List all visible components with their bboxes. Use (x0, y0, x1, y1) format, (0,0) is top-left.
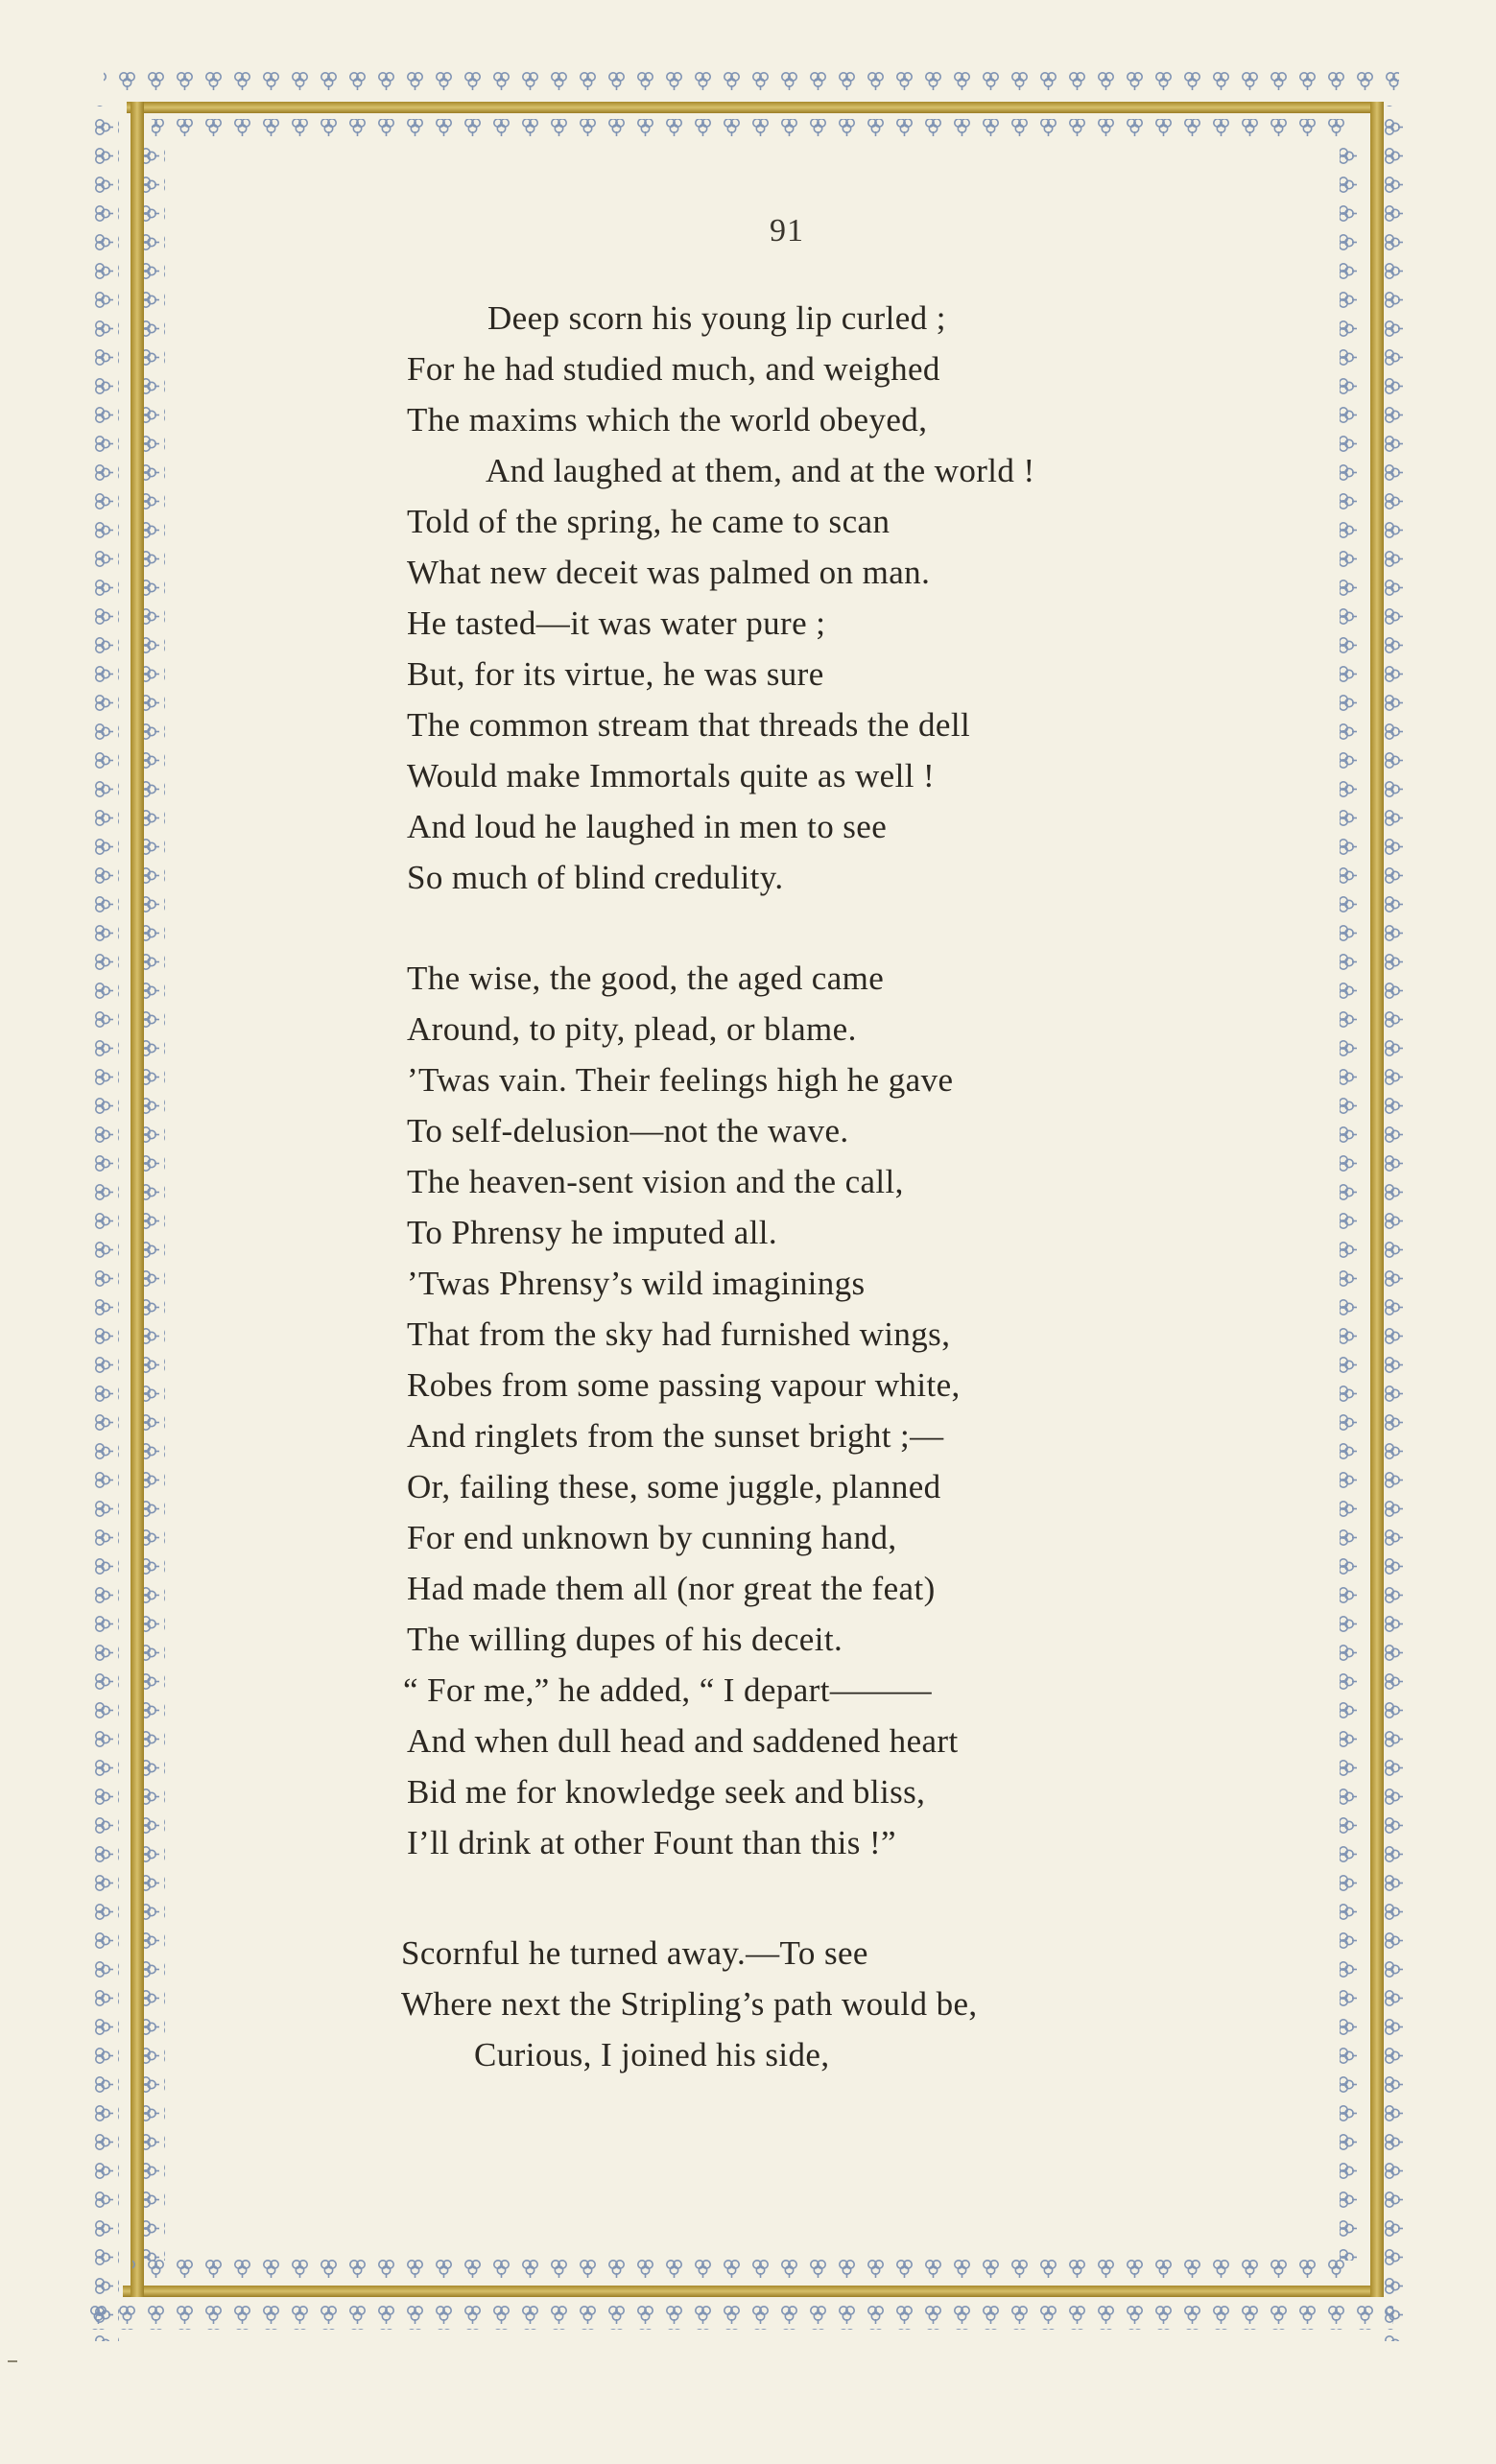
ornament-top-inner (152, 119, 1351, 140)
poem-line: And ringlets from the sunset bright ;— (407, 1417, 944, 1455)
poem-line: The heaven-sent vision and the call, (407, 1163, 904, 1200)
poem-line: ’Twas Phrensy’s wild imaginings (407, 1265, 866, 1302)
poem-line: And when dull head and saddened heart (407, 1722, 959, 1760)
poem-line: The common stream that threads the dell (407, 706, 971, 744)
poem-line: Deep scorn his young lip curled ; (487, 299, 946, 337)
poem-line: Had made them all (nor great the feat) (407, 1570, 936, 1607)
gold-band-left (131, 102, 144, 2297)
poem-line: What new deceit was palmed on man. (407, 554, 931, 591)
poem-line: And loud he laughed in men to see (407, 808, 888, 845)
ornament-left-inner (144, 140, 165, 2261)
poem-line: Where next the Stripling’s path would be, (401, 1985, 978, 2023)
poem-line: Or, failing these, some juggle, planned (407, 1468, 941, 1505)
poem-line: Around, to pity, plead, or blame. (407, 1010, 857, 1048)
poem-line: That from the sky had furnished wings, (407, 1315, 951, 1353)
poem-line: Scornful he turned away.—To see (401, 1934, 868, 1972)
poem-line: ’Twas vain. Their feelings high he gave (407, 1061, 954, 1099)
page-number: 91 (770, 213, 804, 249)
ornament-left-outer (94, 106, 119, 2341)
poem-line: For he had studied much, and weighed (407, 350, 940, 388)
poem-line: I’ll drink at other Fount than this !” (407, 1824, 896, 1861)
gold-band-right (1370, 102, 1384, 2297)
gold-band-bottom (123, 2286, 1382, 2297)
poem-line: Curious, I joined his side, (474, 2036, 830, 2073)
poem-line: Robes from some passing vapour white, (407, 1366, 961, 1404)
ornament-top-outer (104, 69, 1399, 94)
poem-line: To self-delusion—not the wave. (407, 1112, 849, 1149)
poem-line: “ For me,” he added, “ I depart——— (403, 1671, 933, 1709)
poem-line: And laughed at them, and at the world ! (486, 452, 1035, 489)
poem-line: He tasted—it was water pure ; (407, 604, 826, 642)
poem-line: So much of blind credulity. (407, 859, 784, 896)
poem-line: The wise, the good, the aged came (407, 960, 885, 997)
poem-line: The willing dupes of his deceit. (407, 1621, 843, 1658)
ornament-right-inner (1340, 140, 1361, 2261)
poem-line: But, for its virtue, he was sure (407, 655, 824, 693)
margin-mark (8, 2360, 17, 2362)
poem-line: Bid me for knowledge seek and bliss, (407, 1773, 926, 1811)
poem-line: Told of the spring, he came to scan (407, 503, 890, 540)
ornament-bottom-inner (132, 2257, 1351, 2278)
poem-line: Would make Immortals quite as well ! (407, 757, 936, 794)
gold-band-top (127, 102, 1384, 113)
poem-line: To Phrensy he imputed all. (407, 1214, 778, 1251)
ornament-bottom-outer (88, 2305, 1393, 2330)
poem-line: For end unknown by cunning hand, (407, 1519, 897, 1556)
poem-line: The maxims which the world obeyed, (407, 401, 928, 438)
